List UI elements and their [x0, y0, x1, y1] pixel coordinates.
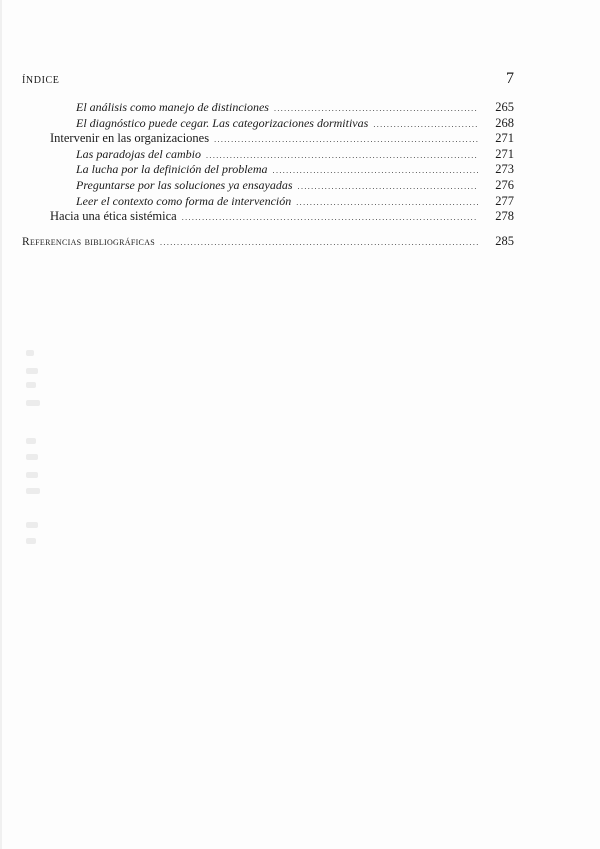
references-label: Referencias bibliográficas: [22, 235, 156, 248]
toc-entry-label: El análisis como manejo de distinciones: [76, 100, 269, 114]
page-number: 7: [506, 70, 514, 87]
leader-dots: [373, 120, 478, 129]
leader-dots: [296, 198, 478, 207]
toc-entry-label: La lucha por la definición del problema: [76, 162, 268, 177]
running-head-title: ÍNDICE: [22, 75, 60, 86]
toc-entry-label: Preguntarse por las soluciones ya ensayadas: [76, 177, 293, 192]
toc-entry[interactable]: [22, 147, 514, 163]
toc-entry[interactable]: [22, 194, 514, 210]
show-through-mark: [26, 350, 34, 356]
toc-entry-label: El diagnóstico puede cegar. Las categorizaciones dormitivas: [76, 115, 369, 130]
toc-entry-label: Leer el contexto como forma de intervención: [76, 193, 292, 208]
toc-entry-page: 273: [495, 162, 514, 177]
table-of-contents: [22, 100, 514, 249]
toc-entry[interactable]: [22, 178, 514, 194]
toc-entry-page: 268: [495, 115, 514, 130]
show-through-mark: [26, 454, 38, 460]
show-through-mark: [26, 538, 36, 544]
toc-entry-page: 278: [495, 209, 514, 224]
toc-entry-label: Intervenir en las organizaciones: [50, 131, 210, 146]
show-through-mark: [26, 382, 36, 388]
toc-entry[interactable]: [22, 100, 514, 116]
toc-entry-label: Hacia una ética sistémica: [50, 209, 177, 224]
show-through-mark: [26, 522, 38, 528]
leader-dots: [274, 104, 478, 113]
leader-dots: [182, 213, 478, 222]
leader-dots: [214, 135, 478, 144]
leader-dots: [298, 182, 478, 191]
toc-entry-page: 271: [495, 131, 514, 146]
toc-entry[interactable]: [22, 209, 514, 225]
toc-entry-page: 277: [495, 193, 514, 208]
show-through-mark: [26, 488, 40, 494]
show-through-mark: [26, 368, 38, 374]
toc-entry[interactable]: [22, 116, 514, 132]
toc-entry[interactable]: [22, 162, 514, 178]
section-gap: [22, 225, 514, 234]
show-through-mark: [26, 400, 40, 406]
toc-entry-page: 265: [495, 100, 514, 114]
toc-references-entry[interactable]: [22, 234, 514, 250]
show-through-mark: [26, 438, 36, 444]
page-left-edge: [0, 0, 2, 849]
toc-entry-page: 276: [495, 177, 514, 192]
running-head: [22, 70, 514, 88]
toc-entry-label: Las paradojas del cambio: [76, 146, 202, 161]
toc-entry-page: 271: [495, 146, 514, 161]
leader-dots: [160, 238, 478, 247]
leader-dots: [206, 151, 478, 160]
toc-entry[interactable]: [22, 131, 514, 147]
leader-dots: [273, 166, 478, 175]
show-through-marks: [26, 280, 56, 550]
references-page: 285: [495, 233, 514, 248]
show-through-mark: [26, 472, 38, 478]
